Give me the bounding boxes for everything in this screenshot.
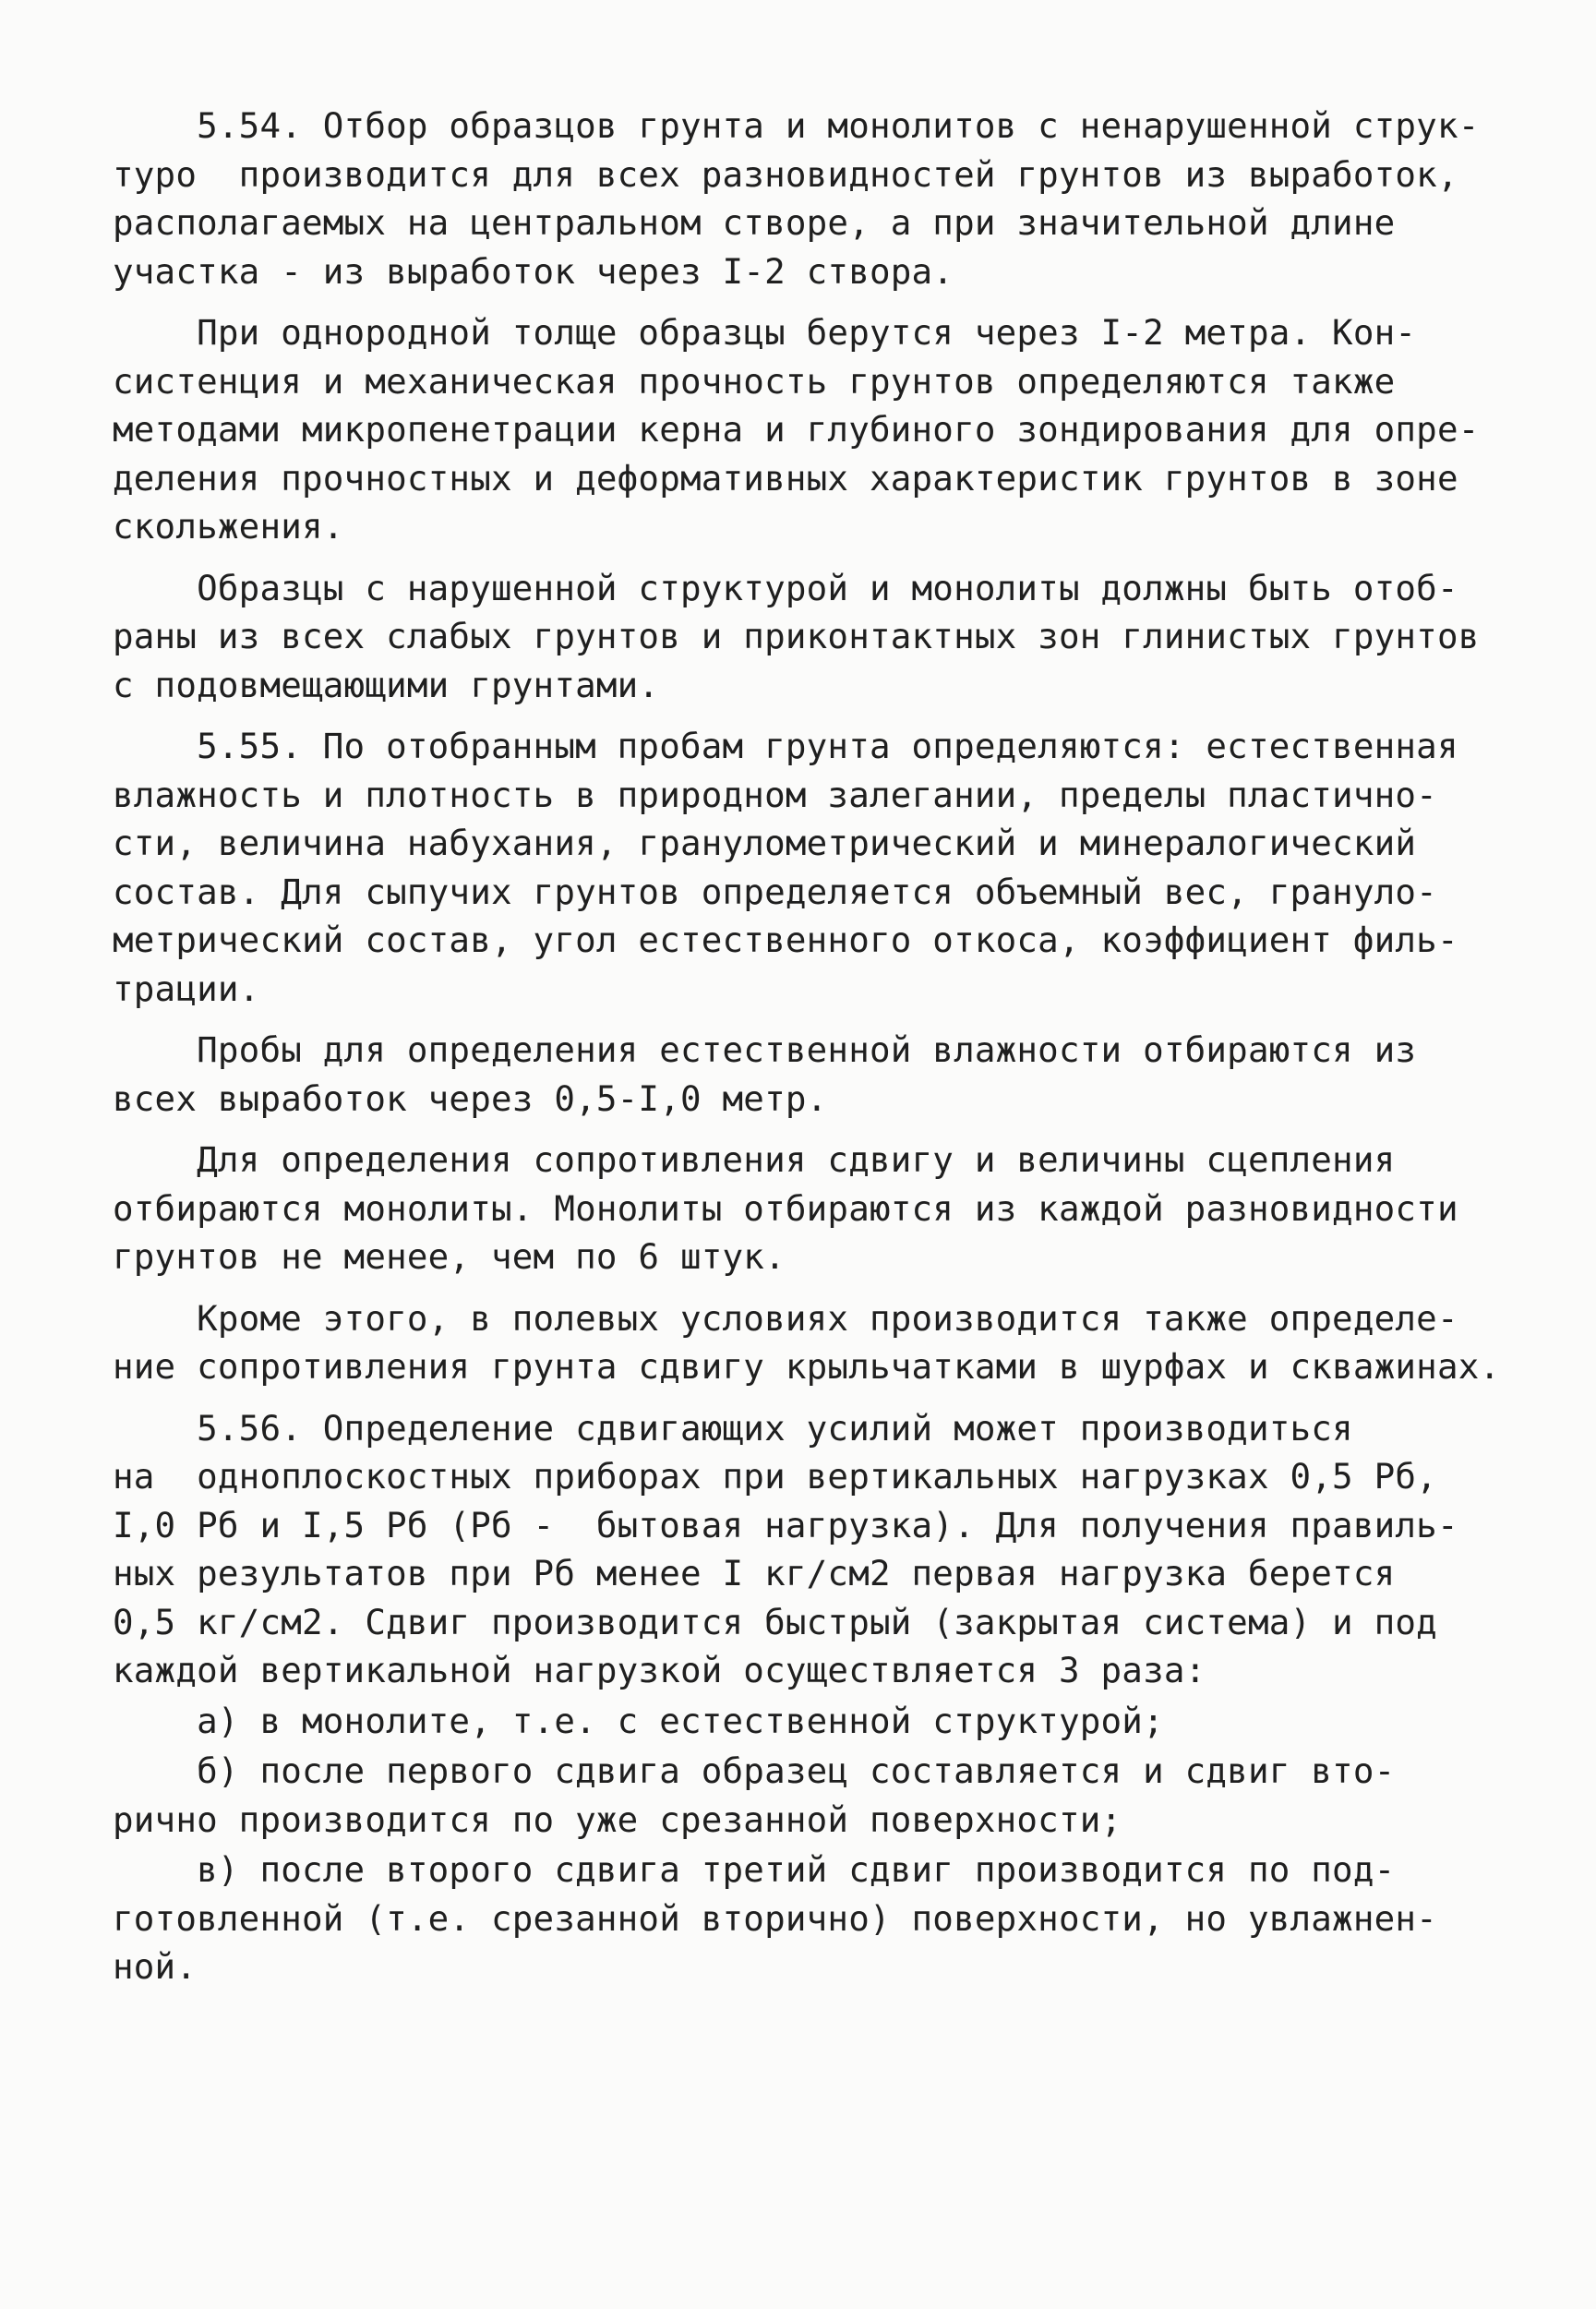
text-line: ной. [113, 1946, 198, 1987]
text-line: каждой вертикальной нагрузкой осуществляется 3 раза: [113, 1650, 1206, 1690]
paragraph-sampling-interval [113, 308, 1480, 551]
text-line: состав. Для сыпучих грунтов определяется объемный вес, грануло- [113, 871, 1437, 912]
text-line: всех выработок через 0,5-I,0 метр. [113, 1077, 828, 1119]
text-line: влажность и плотность в природном залегании, пределы пластично- [113, 774, 1437, 815]
text-line: Кроме этого, в полевых условиях производится также определе- [113, 1297, 1458, 1339]
text-line: рично производится по уже срезанной поверхности; [113, 1798, 1122, 1840]
text-line: деления прочностных и деформативных характеристик грунтов в зоне [113, 457, 1458, 499]
paragraph-shear-monoliths [113, 1136, 1458, 1281]
text-line: на одноплоскостных приборах при вертикальных нагрузках 0,5 Рб, [113, 1456, 1437, 1497]
text-line: располагаемых на центральном створе, а при значительной длине [113, 202, 1396, 243]
text-line: 5.55. По отобранным пробам грунта определяются: естественная [113, 726, 1458, 766]
text-line: систенция и механическая прочность грунтов определяются также [113, 360, 1396, 402]
text-line: ных результатов при Рб менее I кг/см2 первая нагрузка берется [113, 1553, 1396, 1593]
text-line: готовленной (т.е. срезанной вторично) поверхности, но увлажнен- [113, 1897, 1437, 1939]
paragraph-5-55 [113, 722, 1458, 1013]
paragraph-field-vane-tests [113, 1294, 1501, 1391]
paragraph-5-56 [113, 1404, 1458, 1695]
list-item-v [113, 1846, 1437, 1991]
text-line: 5.56. Определение сдвигающих усилий может производиться [113, 1407, 1353, 1449]
text-line: Для определения сопротивления сдвигу и величины сцепления [113, 1139, 1396, 1180]
text-line: I,0 Рб и I,5 Рб (Рб - бытовая нагрузка). Для получения правиль- [113, 1504, 1458, 1545]
text-line: участка - из выработок через I-2 створа. [113, 250, 954, 292]
text-line: с подовмещающими грунтами. [113, 664, 660, 705]
text-line: 5.54. Отбор образцов грунта и монолитов с ненарушенной струк- [113, 105, 1480, 146]
text-line: Образцы с нарушенной структурой и монолиты должны быть отоб- [113, 567, 1458, 608]
paragraph-5-54 [113, 102, 1480, 295]
text-line: б) после первого сдвига образец составляется и сдвиг вто- [113, 1750, 1396, 1791]
text-line: в) после второго сдвига третий сдвиг производится по под- [113, 1849, 1396, 1890]
text-line: ние сопротивления грунта сдвигу крыльчатками в шурфах и скважинах. [113, 1346, 1501, 1387]
text-line: а) в монолите, т.е. с естественной структурой; [113, 1700, 1164, 1741]
text-line: раны из всех слабых грунтов и приконтактных зон глинистых грунтов [113, 616, 1480, 656]
document-body [113, 102, 1501, 2004]
text-line: трации. [113, 968, 260, 1009]
text-line: Пробы для определения естественной влажности отбираются из [113, 1029, 1417, 1070]
paragraph-disturbed-samples [113, 564, 1480, 710]
text-line: туро производится для всех разновидностей грунтов из выработок, [113, 153, 1458, 195]
text-line: грунтов не менее, чем по 6 штук. [113, 1236, 786, 1277]
text-line: метрический состав, угол естественного откоса, коэффициент филь- [113, 920, 1458, 960]
text-line: скольжения. [113, 506, 344, 547]
paragraph-moisture-samples [113, 1026, 1417, 1123]
text-line: сти, величина набухания, гранулометрический и минералогический [113, 823, 1417, 863]
text-line: отбираются монолиты. Монолиты отбираются из каждой разновидности [113, 1187, 1458, 1229]
text-line: методами микропенетрации керна и глубиного зондирования для опре- [113, 409, 1480, 450]
text-line: При однородной толще образцы берутся через I-2 метра. Кон- [113, 312, 1417, 353]
list-item-a [113, 1697, 1340, 1746]
list-item-b [113, 1747, 1396, 1844]
text-line: 0,5 кг/см2. Сдвиг производится быстрый (закрытая система) и под [113, 1601, 1437, 1642]
